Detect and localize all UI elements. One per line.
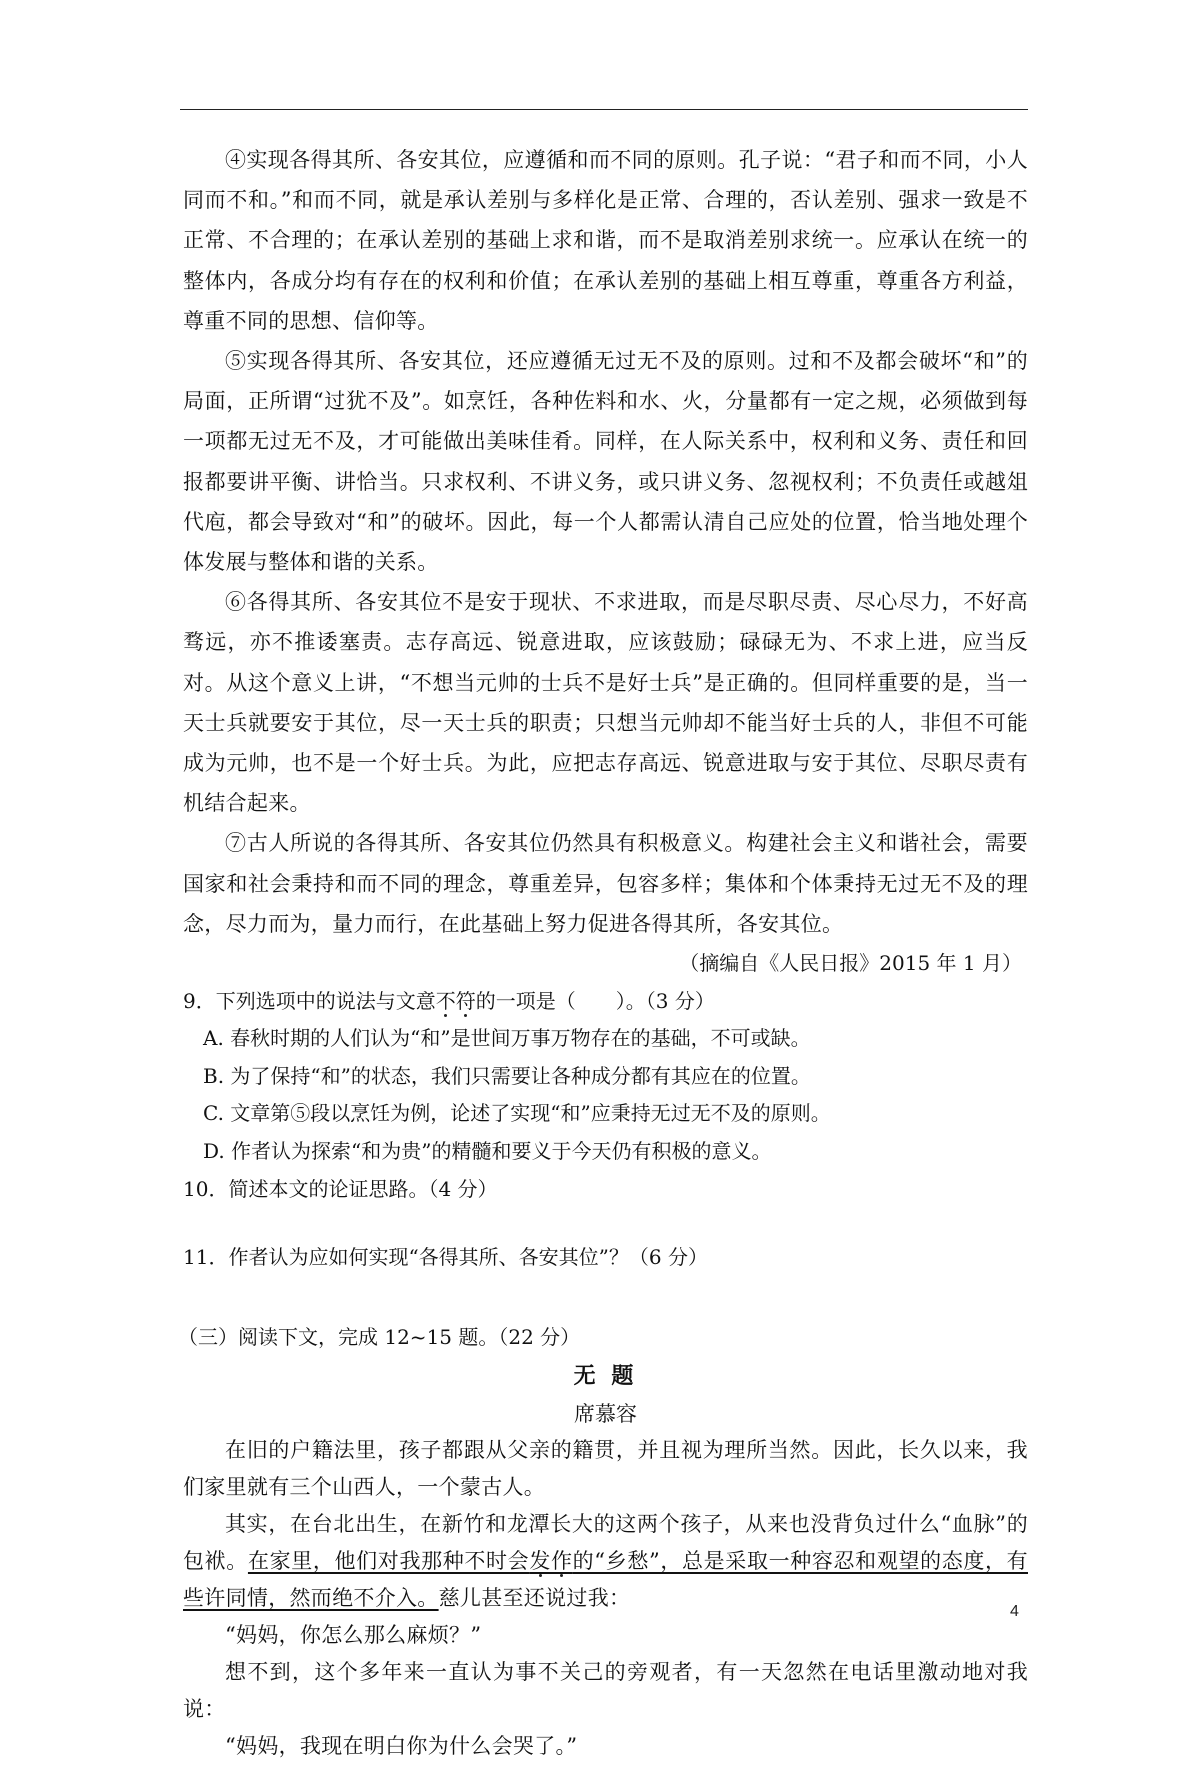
document-body <box>178 140 1028 1765</box>
emphasis-dot: 发 <box>529 1549 551 1574</box>
question-10: 10．简述本文的论证思路。（4 分） <box>183 1177 498 1202</box>
question-9: 9．下列选项中的说法与文意不符的一项是（ ）。（3 分） <box>183 989 715 1014</box>
emphasis-dot: 作 <box>551 1549 573 1574</box>
paragraph-6: ⑥各得其所、各安其位不是安于现状、不求进取，而是尽职尽责、尽心尽力，不好高骛远，亦不推诿塞责。志存高远、锐意进取，应该鼓励；碌碌无为、不求上进，应当反对。从这个意义上讲，“不想当元帅的士兵不是好士兵”是正确的。但同样重要的是，当一天士兵就要安于其位，尽一天士兵的职责；只想当元帅却不能当好士兵的人，非但不可能成为元帅，也不是一个好士兵。为此，应把志存高远、锐意进取与安于其位、尽职尽责有机结合起来。 <box>183 590 1028 816</box>
paragraph-5: ⑤实现各得其所、各安其位，还应遵循无过无不及的原则。过和不及都会破坏“和”的局面，正所谓“过犹不及”。如烹饪，各种佐料和水、火，分量都有一定之规，必须做到每一项都无过无不及，才可能做出美味佳肴。同样，在人际关系中，权利和义务、责任和回报都要讲平衡、讲恰当。只求权利、不讲义务，或只讲义务、忽视权利；不负责任或越俎代庖，都会导致对“和”的破坏。因此，每一个人都需认清自己应处的位置，恰当地处理个体发展与整体和谐的关系。 <box>183 349 1028 575</box>
story-paragraph-5: “妈妈，我现在明白你为什么会哭了。” <box>225 1734 578 1759</box>
emphasis-dot: 不 <box>435 989 456 1014</box>
option-b: B. 为了保持“和”的状态，我们只需要让各种成分都有其应在的位置。 <box>203 1063 811 1088</box>
page-number: 4 <box>1010 1603 1019 1620</box>
story-paragraph-2: 其实，在台北出生，在新竹和龙潭长大的这两个孩子，从来也没背负过什么“血脉”的包袱。在家里，他们对我那种不时会发作的“乡愁”，总是采取一种容忍和观望的态度，有些许同情，然而绝不介入。慈儿甚至还说过我： <box>183 1512 1028 1611</box>
paragraph-4: ④实现各得其所、各安其位，应遵循和而不同的原则。孔子说：“君子和而不同，小人同而不和。”和而不同，就是承认差别与多样化是正常、合理的，否认差别、强求一致是不正常、不合理的；在承认差别的基础上求和谐，而不是取消差别求统一。应承认在统一的整体内，各成分均有存在的权利和价值；在承认差别的基础上相互尊重，尊重各方利益，尊重不同的思想、信仰等。 <box>183 148 1028 333</box>
story-paragraph-4: 想不到，这个多年来一直认为事不关己的旁观者，有一天忽然在电话里激动地对我说： <box>183 1660 1028 1722</box>
story-paragraph-3: “妈妈，你怎么那么麻烦？” <box>225 1623 482 1648</box>
section-heading: （三）阅读下文，完成 12~15 题。（22 分） <box>178 1325 581 1350</box>
story-title: 无 题 <box>573 1363 638 1390</box>
story-paragraph-1: 在旧的户籍法里，孩子都跟从父亲的籍贯，并且视为理所当然。因此，长久以来，我们家里就有三个山西人，一个蒙古人。 <box>183 1438 1028 1500</box>
source-citation: （摘编自《人民日报》2015 年 1 月） <box>679 951 1022 976</box>
option-c: C. 文章第⑤段以烹饪为例，论述了实现“和”应秉持无过无不及的原则。 <box>203 1101 831 1126</box>
emphasis-dot: 符 <box>455 989 476 1014</box>
question-11: 11．作者认为应如何实现“各得其所、各安其位”？（6 分） <box>183 1245 708 1270</box>
option-a: A. 春秋时期的人们认为“和”是世间万事万物存在的基础，不可或缺。 <box>203 1026 811 1051</box>
story-author: 席慕容 <box>574 1402 637 1427</box>
underlined-sentence: 在家里，他们对我那种不时会发作的“乡愁”，总是采取一种容忍和观望的态度，有些许同情，然而绝不介入。 <box>183 1549 1028 1611</box>
option-d: D. 作者认为探索“和为贵”的精髓和要义于今天仍有积极的意义。 <box>203 1138 772 1163</box>
paragraph-7: ⑦古人所说的各得其所、各安其位仍然具有积极意义。构建社会主义和谐社会，需要国家和社会秉持和而不同的理念，尊重差异，包容多样；集体和个体秉持无过无不及的理念，尽力而为，量力而行，在此基础上努力促进各得其所，各安其位。 <box>183 831 1028 936</box>
header-rule <box>180 109 1028 110</box>
